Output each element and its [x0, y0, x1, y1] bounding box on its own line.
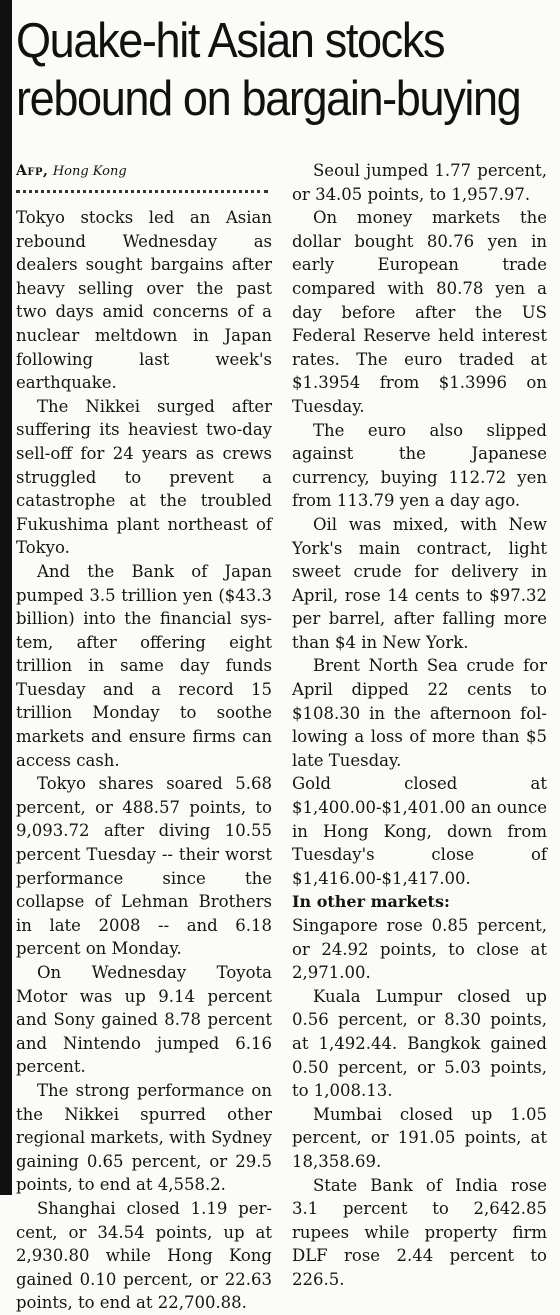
paragraph: Tokyo shares soared 5.68 percent, or 488.57 points, to 9,093.72 after diving 10.55 percent Tuesday -- their worst performance since the collapse of Lehman Brothers in late 2008 -- and 6.18 percent on Monday. [16, 774, 272, 959]
byline-agency: Afp, [16, 163, 49, 179]
paragraph: Shanghai closed 1.19 percent, or 34.54 points, up at 2,930.80 while Hong Kong gained 0.10 percent, or 22.63 points, to end at 22,700.88. [16, 1198, 272, 1313]
paragraph: Kuala Lumpur closed up 0.56 percent, or 8.30 points, at 1,492.44. Bangkok gained 0.50 percent, or 5.03 points, to 1,008.13. [292, 986, 547, 1101]
article-column-left [16, 206, 272, 1315]
byline-location: Hong Kong [52, 164, 127, 179]
paragraph: Seoul jumped 1.77 percent, or 34.05 points, to 1,957.97. [292, 161, 547, 204]
paragraph: State Bank of India rose 3.1 percent to 2,642.85 rupees while property firm DLF rose 2.44 percent to 226.5. [292, 1175, 547, 1289]
headline [16, 12, 521, 128]
headline-line-1: Quake-hit Asian stocks [16, 14, 445, 68]
paragraph: Oil was mixed, with New York's main contract, light sweet crude for delivery in April, rose 14 cents to $97.32 per barrel, after falling more than $4 in New York. [292, 514, 547, 652]
left-edge-bar [0, 0, 12, 1195]
article-column-right [292, 159, 547, 1292]
paragraph: Tokyo stocks led an Asian rebound Wednesday as dealers sought bargains after heavy selling over the past two days amid concerns of a nuclear meltdown in Japan following last week's earthquake. [16, 208, 272, 393]
paragraph: And the Bank of Japan pumped 3.5 trillion yen ($43.3 billion) into the financial system, after offering eight trillion in same day funds Tuesday and a record 15 trillion Monday to soothe markets and ensure firms can access cash. [16, 561, 272, 770]
byline-separator [16, 184, 268, 193]
paragraph: The euro also slipped against the Japanese currency, buying 112.72 yen from 113.79 yen a day ago. [292, 420, 547, 511]
subhead-other-markets: In other markets: [292, 892, 450, 912]
paragraph: Brent North Sea crude for April dipped 22 cents to $108.30 in the afternoon following a loss of more than $5 late Tuesday. [292, 656, 547, 770]
paragraph: Mumbai closed up 1.05 percent, or 191.05 points, at 18,358.69. [292, 1104, 547, 1171]
paragraph: The Nikkei surged after suffering its heaviest two-day sell-off for 24 years as crews struggled to prevent a catastrophe at the troubled Fukushima plant northeast of Tokyo. [16, 396, 272, 558]
paragraph: On money markets the dollar bought 80.76 yen in early European trade compared with 80.78 yen a day before after the US Federal Reserve held interest rates. The euro traded at $1.3954 from $1.3996 on Tuesday. [292, 208, 547, 416]
paragraph: The strong performance on the Nikkei spurred other regional markets, with Sydney gaining 0.65 percent, or 29.5 points, to end at 4,558.2. [16, 1080, 272, 1195]
headline-line-2: rebound on bargain-buying [16, 72, 521, 126]
byline [16, 162, 127, 181]
paragraph: On Wednesday Toyota Motor was up 9.14 percent and Sony gained 8.78 percent and Nintendo jumped 6.16 percent. [16, 963, 272, 1077]
paragraph-gold: Gold closed at $1,400.00-$1,401.00 an ounce in Hong Kong, down from Tuesday's close of $1,416.00-$1,417.00. [292, 774, 547, 888]
paragraph-singapore: Singapore rose 0.85 percent, or 24.92 points, to close at 2,971.00. [292, 916, 547, 983]
